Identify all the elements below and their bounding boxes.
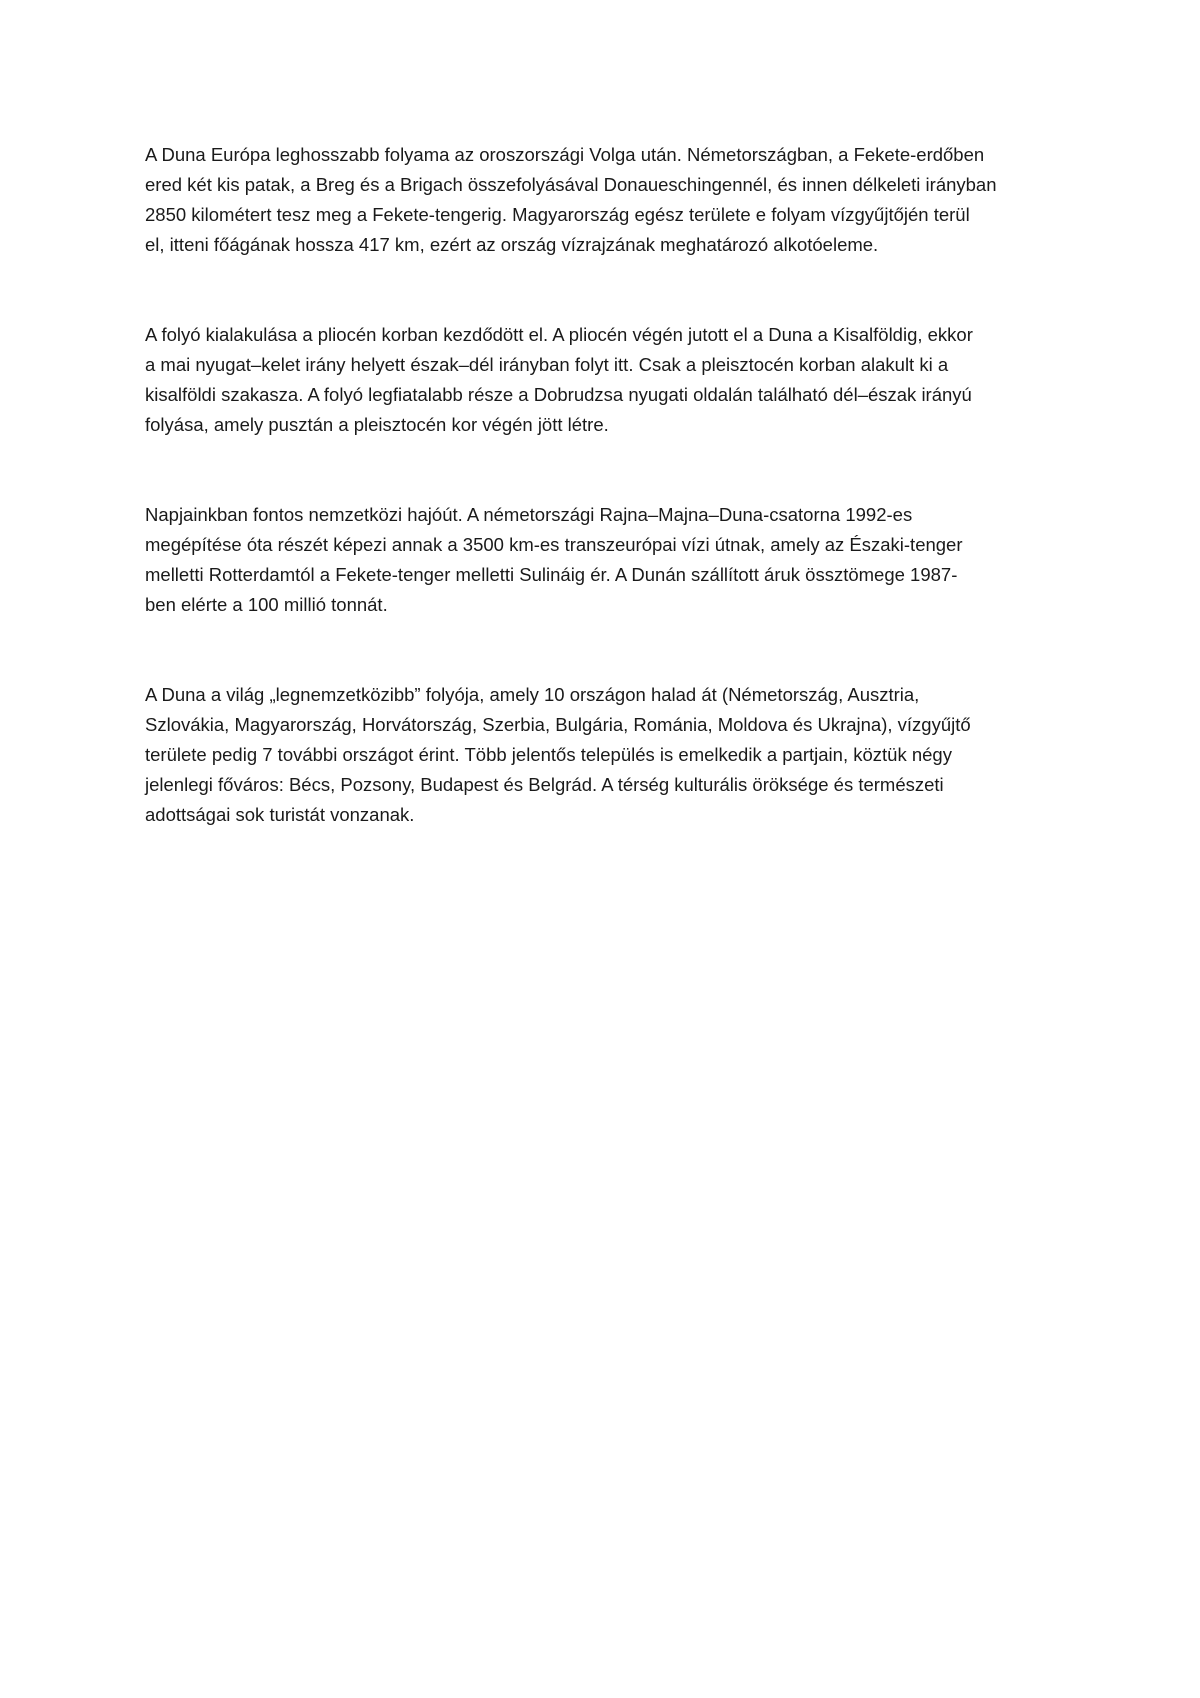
paragraph-line: folyása, amely pusztán a pleisztocén kor végén jött létre. bbox=[145, 414, 609, 435]
paragraph-line: a mai nyugat–kelet irány helyett észak–dél irányban folyt itt. Csak a pleisztocén korban alakult ki a bbox=[145, 354, 949, 375]
paragraph-line: A folyó kialakulása a pliocén korban kezdődött el. A pliocén végén jutott el a Duna a Kisalföldig, ekkor bbox=[145, 324, 973, 345]
paragraph-line: ben elérte a 100 millió tonnát. bbox=[145, 594, 388, 615]
paragraph-line: területe pedig 7 további országot érint. Több jelentős település is emelkedik a partjain, köztük négy bbox=[145, 744, 952, 765]
paragraph-line: el, itteni főágának hossza 417 km, ezért az ország vízrajzának meghatározó alkotóeleme. bbox=[145, 234, 879, 255]
paragraph-line: Napjainkban fontos nemzetközi hajóút. A németországi Rajna–Majna–Duna-csatorna 1992-es bbox=[145, 504, 913, 525]
paragraph-line: adottságai sok turistát vonzanak. bbox=[145, 804, 415, 825]
paragraph-3 bbox=[145, 500, 1070, 620]
paragraph-line: 2850 kilométert tesz meg a Fekete-tengerig. Magyarország egész területe e folyam vízgyűjtőjén terül bbox=[145, 204, 970, 225]
paragraph-line: melletti Rotterdamtól a Fekete-tenger melletti Sulináig ér. A Dunán szállított áruk össztömege 1987- bbox=[145, 564, 958, 585]
paragraph-line: megépítése óta részét képezi annak a 3500 km-es transzeurópai vízi útnak, amely az Északi-tenger bbox=[145, 534, 963, 555]
paragraph-line: kisalföldi szakasza. A folyó legfiatalabb része a Dobrudzsa nyugati oldalán található dél–észak irányú bbox=[145, 384, 972, 405]
paragraph-4 bbox=[145, 680, 1070, 830]
document-body bbox=[145, 140, 1070, 890]
paragraph-line: A Duna Európa leghosszabb folyama az oroszországi Volga után. Németországban, a Fekete-erdőben bbox=[145, 144, 985, 165]
paragraph-line: A Duna a világ „legnemzetközibb” folyója, amely 10 országon halad át (Németország, Ausztria, bbox=[145, 684, 920, 705]
paragraph-line: Szlovákia, Magyarország, Horvátország, Szerbia, Bulgária, Románia, Moldova és Ukrajna), vízgyűjtő bbox=[145, 714, 971, 735]
paragraph-line: ered két kis patak, a Breg és a Brigach összefolyásával Donaueschingennél, és innen délkeleti irányban bbox=[145, 174, 997, 195]
paragraph-line: jelenlegi főváros: Bécs, Pozsony, Budapest és Belgrád. A térség kulturális öröksége és természeti bbox=[145, 774, 944, 795]
paragraph-1 bbox=[145, 140, 1070, 260]
paragraph-2 bbox=[145, 320, 1070, 440]
